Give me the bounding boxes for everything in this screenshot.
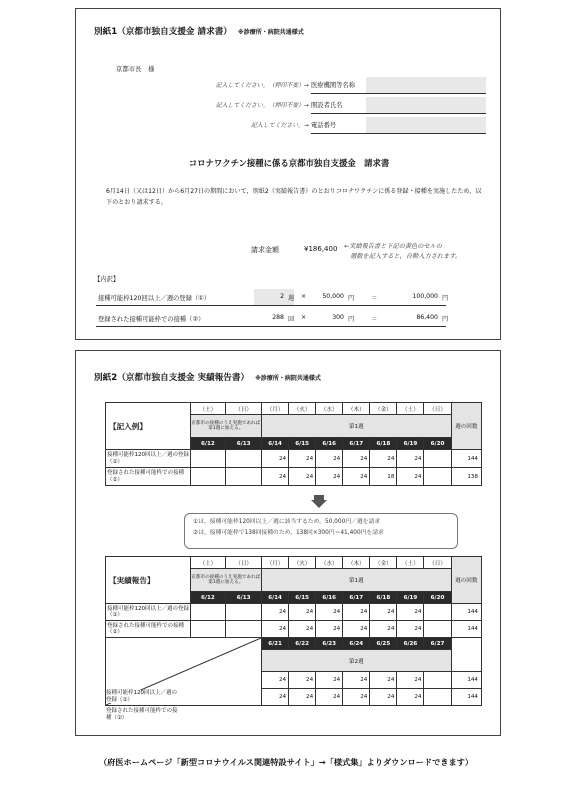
breakdown-price: 300 xyxy=(332,314,344,321)
breakdown-total: 100,000 xyxy=(412,293,438,300)
row-label: 登録された接種可能枠での接種（②） xyxy=(106,708,182,721)
table-cell[interactable]: 24 xyxy=(289,604,316,621)
yen-unit: 円 xyxy=(348,295,355,302)
day-header: （月） xyxy=(262,557,289,569)
breakdown-item-label: 接種可能枠120回以上／週の登録（①） xyxy=(98,295,211,302)
table-cell: 24 xyxy=(343,468,370,486)
yen-unit: 円 xyxy=(442,295,449,302)
date-header: 6/12 xyxy=(190,438,226,450)
explanation-callout xyxy=(184,513,458,549)
day-header: （日） xyxy=(424,557,451,569)
row-label: 登録された接種可能枠での接種（②） xyxy=(106,468,191,486)
table-cell[interactable]: 24 xyxy=(262,689,289,706)
table-cell: 24 xyxy=(289,450,316,468)
week-label: 第1週 xyxy=(262,569,452,592)
table-cell[interactable] xyxy=(424,672,451,689)
date-header: 6/19 xyxy=(397,592,424,604)
row-label: 接種可能枠120回以上／週の登録（①） xyxy=(106,604,191,621)
table-cell xyxy=(190,468,226,486)
day-header: （日） xyxy=(226,403,262,415)
down-arrow-head-icon xyxy=(311,500,327,508)
table-cell xyxy=(424,468,451,486)
table-cell: 24 xyxy=(262,450,289,468)
table-cell[interactable]: 24 xyxy=(262,604,289,621)
day-header: （土） xyxy=(190,557,226,569)
amount-label: 請求金額 xyxy=(251,246,279,254)
table-cell[interactable]: 24 xyxy=(289,672,316,689)
form1-title xyxy=(94,25,304,37)
breakdown-row xyxy=(96,310,449,326)
field-hint: 記入してください。→ xyxy=(251,123,309,129)
field-underline xyxy=(311,133,486,134)
row-total: 144 xyxy=(451,604,481,621)
week-count-header: 週の回数 xyxy=(451,557,481,604)
date-header: 6/16 xyxy=(316,438,343,450)
pre-week-note: 京都市の接種のうえ実施であれば第1週に加える。 xyxy=(190,569,262,592)
amount-note-line: 週数を記入すると，自動入力されます。 xyxy=(344,253,462,260)
table-cell: 24 xyxy=(343,450,370,468)
date-header: 6/24 xyxy=(343,638,370,650)
table-cell[interactable] xyxy=(226,621,262,638)
field-label: 医療機関等名称 xyxy=(311,82,356,89)
row-total: 144 xyxy=(451,689,481,706)
field-underline xyxy=(311,93,486,94)
amount-value: ¥186,400 xyxy=(304,245,338,253)
amount-note-line: ←実績報告書と下記の黄色のセルの xyxy=(344,243,442,250)
breakdown-row xyxy=(96,289,449,305)
row-label: 登録された接種可能枠での接種（②） xyxy=(106,621,191,638)
table-cell xyxy=(190,450,226,468)
table-cell[interactable] xyxy=(226,604,262,621)
date-header: 6/12 xyxy=(190,592,226,604)
equals-sign: ＝ xyxy=(371,316,378,323)
table-cell[interactable]: 24 xyxy=(316,689,343,706)
multiply-sign: × xyxy=(301,293,307,300)
date-header: 6/25 xyxy=(370,638,397,650)
date-header: 6/19 xyxy=(397,438,424,450)
date-header: 6/23 xyxy=(316,638,343,650)
table-cell[interactable]: 24 xyxy=(370,621,397,638)
date-header: 6/20 xyxy=(424,592,451,604)
amount-note xyxy=(344,242,461,262)
table-cell[interactable]: 24 xyxy=(316,621,343,638)
day-header: （火） xyxy=(289,557,316,569)
table-cell: 24 xyxy=(316,468,343,486)
pre-week-note: 京都市の接種のうえ実施であれば第1週に加える。 xyxy=(190,415,262,438)
table-cell: 24 xyxy=(262,468,289,486)
download-footnote: （府医ホームページ「新型コロナウイルス関連特設サイト」→「様式集」よりダウンロードできます） xyxy=(98,757,474,767)
table-cell[interactable]: 24 xyxy=(397,689,424,706)
breakdown-total: 86,400 xyxy=(416,314,438,321)
breakdown-unit: 回 xyxy=(288,316,295,323)
table-cell[interactable]: 24 xyxy=(316,672,343,689)
table-cell[interactable]: 24 xyxy=(262,672,289,689)
day-header: （土） xyxy=(397,403,424,415)
breakdown-count: 2 xyxy=(280,293,284,300)
report-section-label: 【実績報告】 xyxy=(106,557,191,604)
table-cell[interactable]: 24 xyxy=(397,621,424,638)
day-header: （木） xyxy=(343,557,370,569)
date-header: 6/13 xyxy=(226,438,262,450)
day-header: （金） xyxy=(370,403,397,415)
request-form-page xyxy=(75,8,501,340)
table-cell xyxy=(226,468,262,486)
table-cell[interactable]: 24 xyxy=(343,689,370,706)
date-header: 6/17 xyxy=(343,438,370,450)
addressee: 京都市長 様 xyxy=(116,65,155,73)
founder-name-input[interactable] xyxy=(366,97,486,113)
table-cell: 24 xyxy=(370,450,397,468)
yen-unit: 円 xyxy=(348,316,355,323)
table-cell[interactable]: 24 xyxy=(343,604,370,621)
table-cell[interactable]: 24 xyxy=(370,672,397,689)
report-table xyxy=(105,556,482,706)
field-row-founder xyxy=(161,97,486,113)
table-cell[interactable] xyxy=(190,621,226,638)
field-row-phone xyxy=(161,117,486,133)
table-cell[interactable]: 24 xyxy=(262,621,289,638)
callout-line: ①は，接種可能枠120回以上／週に該当するため，50,000円／週を請求 xyxy=(193,519,381,525)
week-label: 第1週 xyxy=(262,415,452,438)
breakdown-price: 50,000 xyxy=(322,293,344,300)
day-header: （金） xyxy=(370,557,397,569)
row-underline xyxy=(96,305,446,306)
equals-sign: ＝ xyxy=(371,295,378,302)
date-header: 6/27 xyxy=(424,638,451,650)
row-total: 144 xyxy=(451,621,481,638)
institution-name-input[interactable] xyxy=(366,77,486,93)
day-header: （木） xyxy=(343,403,370,415)
breakdown-label: 【内訳】 xyxy=(94,276,120,283)
table-cell: 24 xyxy=(316,450,343,468)
phone-number-input[interactable] xyxy=(366,117,486,133)
field-row-institution xyxy=(161,77,486,93)
week-count-header: 週の回数 xyxy=(451,403,481,450)
day-header: （火） xyxy=(289,403,316,415)
date-header: 6/17 xyxy=(343,592,370,604)
field-underline xyxy=(311,113,486,114)
row-total: 144 xyxy=(451,450,481,468)
multiply-sign: × xyxy=(301,314,307,321)
date-header: 6/26 xyxy=(397,638,424,650)
date-header: 6/14 xyxy=(262,592,289,604)
table-cell: 24 xyxy=(289,468,316,486)
form1-title-text: 別紙1（京都市独自支援金 請求書） xyxy=(94,27,232,37)
table-cell[interactable]: 24 xyxy=(370,604,397,621)
request-main-title: コロナワクチン接種に係る京都市独自支援金 請求書 xyxy=(188,158,390,168)
form2-title xyxy=(94,371,321,383)
day-header: （日） xyxy=(424,403,451,415)
example-section-label: 【記入例】 xyxy=(106,403,191,450)
field-hint: 記入してください。（押印不要）→ xyxy=(215,83,309,89)
table-cell[interactable]: 24 xyxy=(343,672,370,689)
day-header: （土） xyxy=(190,403,226,415)
day-header: （水） xyxy=(316,557,343,569)
date-header: 6/14 xyxy=(262,438,289,450)
table-cell[interactable]: 24 xyxy=(289,621,316,638)
field-hint: 記入してください。（押印不要）→ xyxy=(215,103,309,109)
empty-cell xyxy=(451,638,481,672)
row-label: 接種可能枠120回以上／週の登録（①） xyxy=(106,690,182,703)
yen-unit: 円 xyxy=(442,316,449,323)
form1-title-note: ※診療所・病院共通様式 xyxy=(237,29,304,36)
table-cell[interactable] xyxy=(424,621,451,638)
table-cell[interactable]: 24 xyxy=(343,621,370,638)
breakdown-item-label: 登録された接種可能枠での接種（②） xyxy=(98,316,205,323)
table-cell[interactable] xyxy=(424,604,451,621)
table-cell: 24 xyxy=(397,468,424,486)
date-header: 6/20 xyxy=(424,438,451,450)
form2-title-text: 別紙2（京都市独自支援金 実績報告書） xyxy=(94,373,250,383)
row-total: 138 xyxy=(451,468,481,486)
table-cell[interactable]: 24 xyxy=(289,689,316,706)
day-header: （日） xyxy=(226,557,262,569)
date-header: 6/15 xyxy=(289,592,316,604)
field-label: 電話番号 xyxy=(311,122,337,129)
table-cell xyxy=(424,450,451,468)
table-cell[interactable] xyxy=(190,604,226,621)
day-header: （土） xyxy=(397,557,424,569)
date-header: 6/21 xyxy=(262,638,289,650)
request-body-text: 6月14日（又は12日）から6月27日の期間において，別紙2（実績報告書）のとおりコロナワクチンに係る登録・接種を実施したため，以下のとおり請求する。 xyxy=(106,188,482,206)
date-header: 6/22 xyxy=(289,638,316,650)
row-label: 接種可能枠120回以上／週の登録（①） xyxy=(106,450,191,468)
form2-title-note: ※診療所・病院共通様式 xyxy=(255,375,321,382)
callout-line: ②は，接種可能枠で138回接種のため，138回×300円＝41,400円を請求 xyxy=(193,530,384,536)
day-header: （水） xyxy=(316,403,343,415)
breakdown-count: 288 xyxy=(272,314,284,321)
table-cell[interactable]: 24 xyxy=(397,672,424,689)
table-cell[interactable] xyxy=(424,689,451,706)
table-cell[interactable]: 24 xyxy=(397,604,424,621)
example-table xyxy=(105,402,482,486)
date-header: 6/13 xyxy=(226,592,262,604)
row-total: 144 xyxy=(451,672,481,689)
date-header: 6/16 xyxy=(316,592,343,604)
field-label: 開設者氏名 xyxy=(311,102,343,109)
date-header: 6/18 xyxy=(370,592,397,604)
date-header: 6/15 xyxy=(289,438,316,450)
table-cell: 18 xyxy=(370,468,397,486)
row-underline xyxy=(96,326,446,327)
date-header: 6/18 xyxy=(370,438,397,450)
table-cell[interactable]: 24 xyxy=(316,604,343,621)
report-form-page xyxy=(75,350,501,736)
table-cell xyxy=(226,450,262,468)
table-cell: 24 xyxy=(397,450,424,468)
breakdown-unit: 週 xyxy=(288,295,295,302)
day-header: （月） xyxy=(262,403,289,415)
week-label: 第2週 xyxy=(262,650,452,672)
table-cell[interactable]: 24 xyxy=(370,689,397,706)
